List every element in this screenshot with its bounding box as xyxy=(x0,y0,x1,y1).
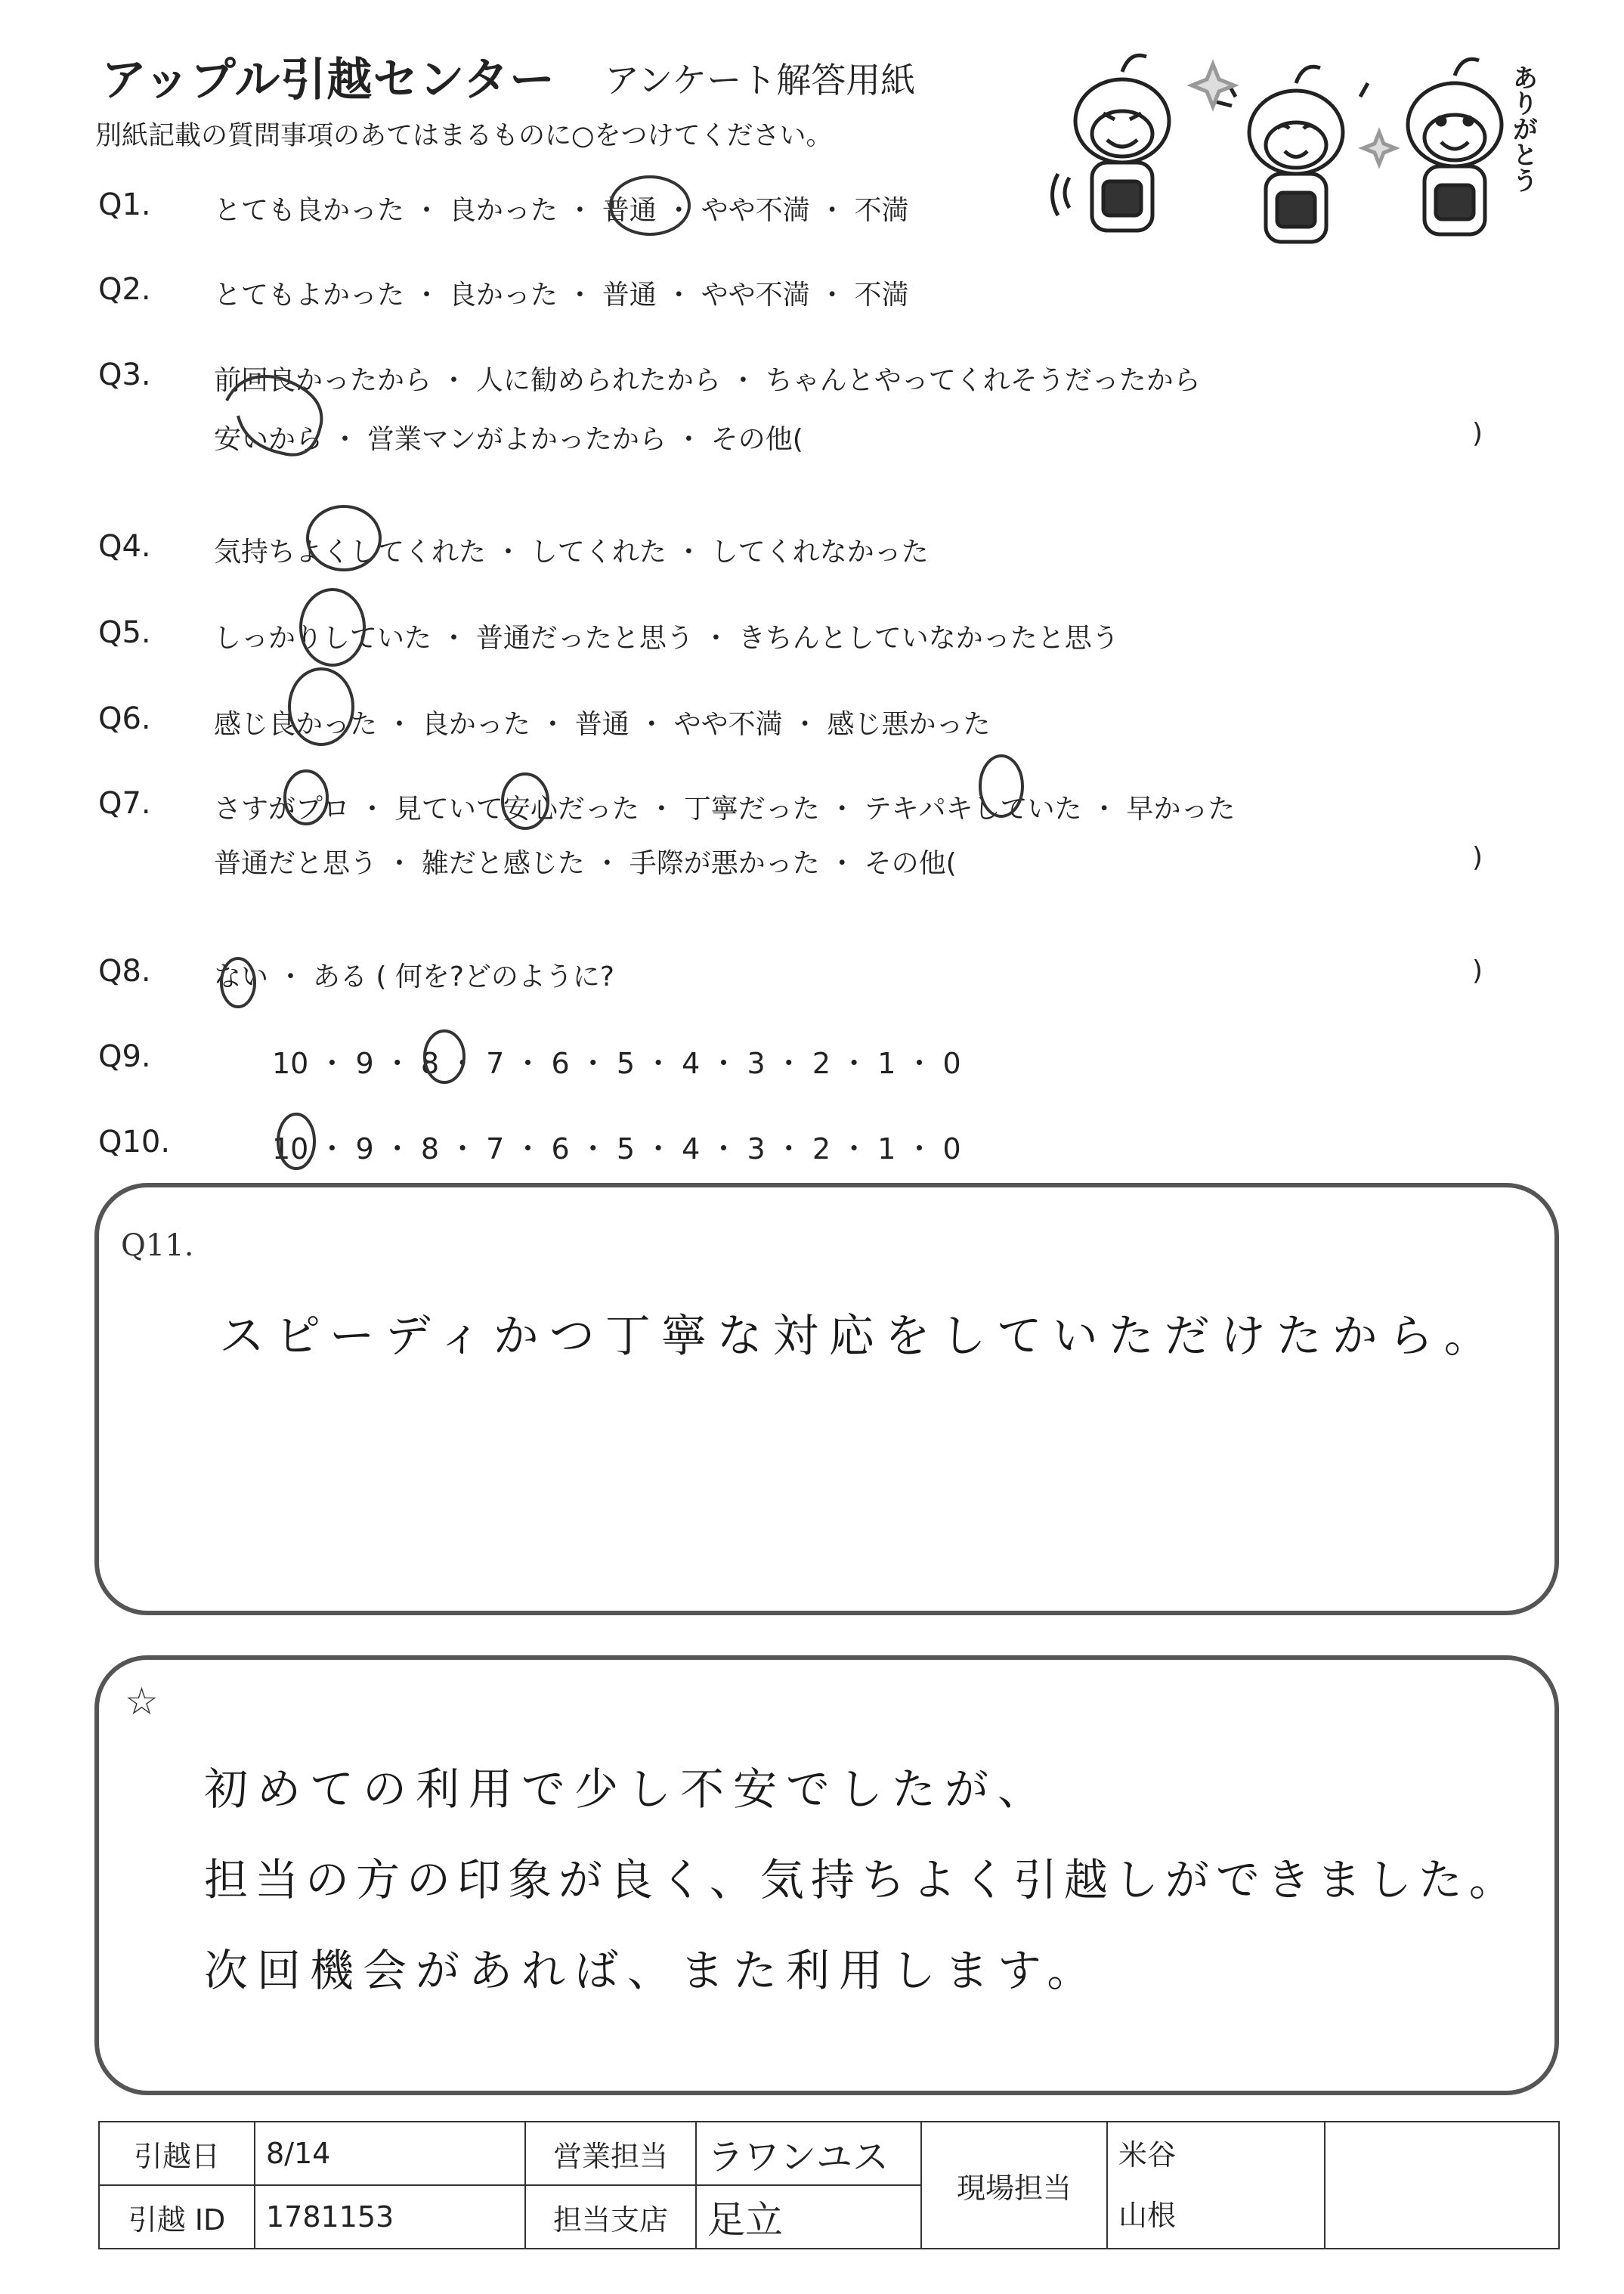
q7-options-line2: 普通だと思う ・ 雑だと感じた ・ 手際が悪かった ・ その他( xyxy=(214,848,957,879)
q1-options: とても良かった ・ 良かった ・ 普通 ・ やや不満 ・ 不満 xyxy=(214,195,909,226)
q6-label: Q6. xyxy=(98,701,151,736)
move-id-value: 1781153 xyxy=(255,2185,525,2249)
q10-circle-mark xyxy=(278,1114,314,1169)
q9-scale: 10 ・ 9 ・ 8 ・ 7 ・ 6 ・ 5 ・ 4 ・ 3 ・ 2 ・ 1 ・ 0 xyxy=(272,1047,961,1080)
q5-circle-mark xyxy=(301,590,364,665)
move-id-label: 引越 ID xyxy=(99,2185,255,2249)
q7-circle-mark-3 xyxy=(980,756,1022,816)
q4-circle-mark xyxy=(308,506,380,570)
instruction-text: 別紙記載の質問事項のあてはまるものに○をつけてください。 xyxy=(95,121,833,151)
q10-scale: 10 ・ 9 ・ 8 ・ 7 ・ 6 ・ 5 ・ 4 ・ 3 ・ 2 ・ 1 ・ 0 xyxy=(272,1132,961,1166)
q7-circle-mark-2 xyxy=(503,774,548,828)
q10-label: Q10. xyxy=(98,1125,171,1159)
branch-label: 担当支店 xyxy=(525,2185,696,2249)
q8-close-paren: ) xyxy=(1472,955,1483,986)
q1-circle-mark xyxy=(611,177,689,234)
q4-options: 気持ちよくしてくれた ・ してくれた ・ してくれなかった xyxy=(214,537,929,568)
q3-close-paren: ) xyxy=(1472,418,1483,449)
q2-options: とてもよかった ・ 良かった ・ 普通 ・ やや不満 ・ 不満 xyxy=(214,280,909,311)
q11-label: Q11. xyxy=(121,1228,194,1263)
q4-label: Q4. xyxy=(98,529,151,564)
q7-label: Q7. xyxy=(98,786,151,821)
q3-label: Q3. xyxy=(98,358,151,392)
q7-options-line1: さすがプロ ・ 見ていて安心だった ・ 丁寧だった ・ テキパキしていた ・ 早かった xyxy=(214,794,1236,825)
q11-answer-text: スピーディかつ丁寧な対応をしていただけたから。 xyxy=(219,1310,1500,1363)
q8-label: Q8. xyxy=(98,954,151,989)
q3-options-line2: 安いから ・ 営業マンがよかったから ・ その他( xyxy=(214,424,803,455)
q2-label: Q2. xyxy=(98,272,151,307)
comment-line-3: 次回機会があれば、また利用します。 xyxy=(204,1945,1100,1996)
q7-circle-mark-1 xyxy=(285,771,327,824)
brand-title: アップル引越センター xyxy=(101,54,555,107)
q6-options: 感じ良かった ・ 良かった ・ 普通 ・ やや不満 ・ 感じ悪かった xyxy=(214,709,991,740)
move-info-table xyxy=(98,2121,1560,2249)
q5-label: Q5. xyxy=(98,615,151,650)
sales-rep-value: ラワンユス xyxy=(696,2122,921,2185)
sales-rep-label: 営業担当 xyxy=(525,2122,696,2185)
q3-options-line1: 前回良かったから ・ 人に勧められたから ・ ちゃんとやってくれそうだったから xyxy=(214,365,1201,396)
move-date-value: 8/14 xyxy=(255,2122,525,2185)
q8-circle-mark xyxy=(221,958,255,1007)
site-staff-name-1: 米谷 xyxy=(1118,2138,1177,2172)
site-staff-label: 現場担当 xyxy=(921,2122,1107,2249)
q7-close-paren: ) xyxy=(1472,842,1483,873)
q3-circle-mark xyxy=(227,376,321,455)
q6-circle-mark xyxy=(289,669,353,745)
branch-value: 足立 xyxy=(696,2185,921,2249)
form-subtitle: アンケート解答用紙 xyxy=(605,60,916,101)
comment-line-1: 初めての利用で少し不安でしたが、 xyxy=(204,1763,1051,1815)
comment-line-2: 担当の方の印象が良く、気持ちよく引越しができました。 xyxy=(204,1854,1520,1905)
q9-circle-mark xyxy=(425,1031,464,1082)
q8-options: ない ・ ある ( 何を?どのように? xyxy=(214,961,615,992)
q9-label: Q9. xyxy=(98,1039,151,1074)
site-staff-name-2: 山根 xyxy=(1118,2199,1177,2232)
empty-cell xyxy=(1325,2122,1559,2249)
q5-options: しっかりしていた ・ 普通だったと思う ・ きちんとしていなかったと思う xyxy=(214,623,1119,654)
move-date-label: 引越日 xyxy=(99,2122,255,2185)
thanks-text: ありがとう xyxy=(1508,64,1538,193)
star-icon: ☆ xyxy=(125,1679,159,1723)
q1-label: Q1. xyxy=(98,187,151,222)
site-staff-value xyxy=(1107,2122,1325,2249)
q11-answer-box xyxy=(94,1183,1559,1615)
